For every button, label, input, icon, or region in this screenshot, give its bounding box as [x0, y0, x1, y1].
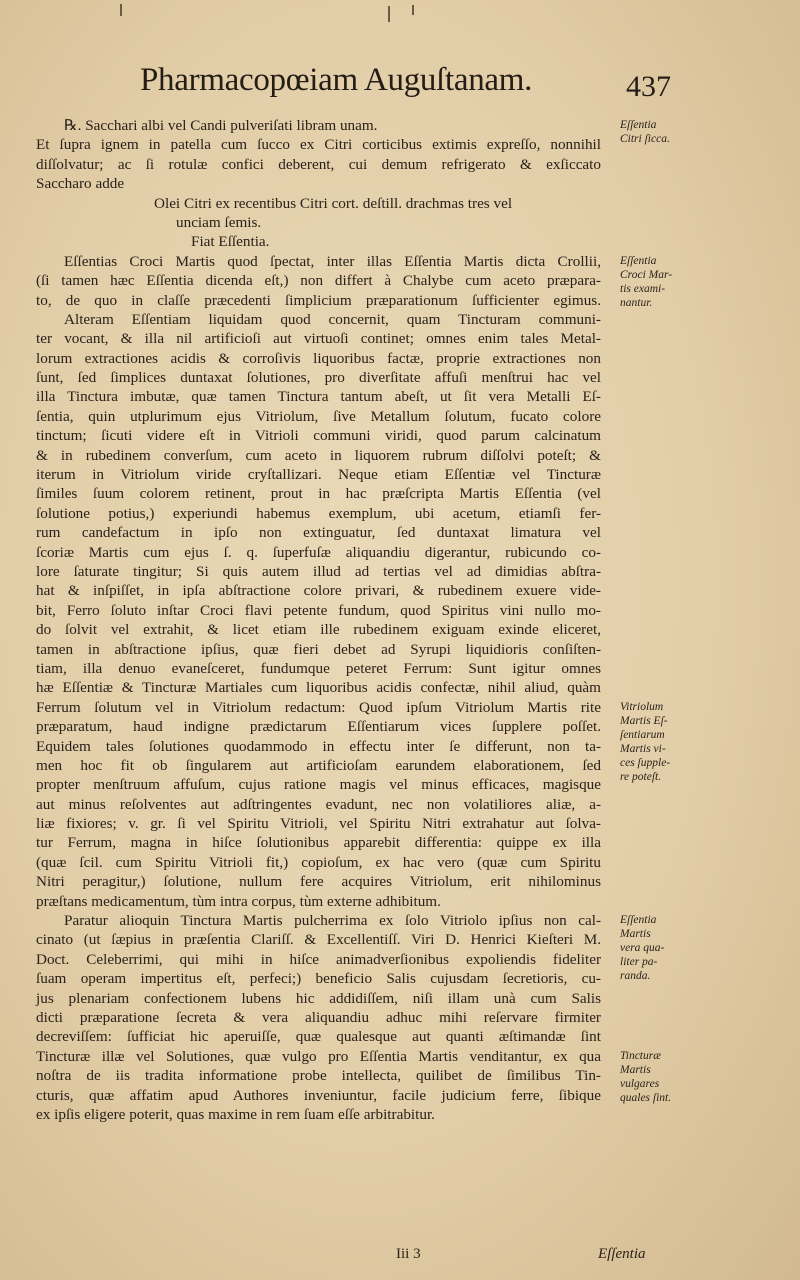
marginal-note — [620, 1049, 702, 1105]
main-text — [36, 116, 601, 1124]
marginal-note-line: re poteſt. — [620, 771, 662, 783]
text-line: ℞. Sacchari albi vel Candi pulveriſati libram unam. — [64, 117, 378, 134]
marginal-note-line: ces ſupple- — [620, 757, 671, 769]
text-line: (ſi tamen hæc Eſſentia dicenda eſt,) non differt à Chalybe cum aceto præpara- — [36, 272, 601, 290]
marginal-note-line: Eſſentia — [620, 119, 657, 131]
text-line: ex ipſis eligere poterit, quas maxime in rem ſuam eſſe arbitrabitur. — [36, 1105, 435, 1123]
text-line: diſſolvatur; ac ſi rotulæ confici deberent, cui demum refrigerato & exſiccato — [36, 155, 601, 173]
text-line: Saccharo adde — [36, 175, 125, 193]
text-line: unciam ſemis. — [176, 213, 262, 231]
text-line: Equidem tales ſolutiones quodammodo in effectu inter ſe differunt, non ta- — [36, 737, 601, 755]
text-line: præſtans medicamentum, tùm intra corpus, tùm externe adhibitum. — [36, 892, 441, 910]
marginal-note-line: Vitriolum — [620, 701, 664, 713]
text-line: tamen in abſtractione ipſius, quæ fieri debet ad Syrupi liquidioris conſiſten- — [36, 640, 601, 658]
text-line: Et ſupra ignem in patella cum ſucco ex Citri corticibus extimis expreſſo, nonnihil — [36, 136, 601, 154]
text-line: men hoc fit ob ſingularem aut artificioſam earundem elaborationem, ſed — [36, 756, 601, 774]
text-line: hat & inſpiſſet, in ipſa abſtractione colore privari, & rubedinem exuere vide- — [36, 582, 601, 600]
marginal-note-line: Martis — [620, 928, 651, 941]
marginal-note-line: nantur. — [620, 296, 653, 309]
text-line: do ſolvit vel extrahit, & licet etiam ille rubedinem exiguam exinde eliceret, — [36, 621, 601, 639]
marginal-note-line: quales ſint. — [620, 1092, 672, 1105]
marginal-note-line: Martis Eſ- — [620, 715, 668, 727]
text-line: Olei Citri ex recentibus Citri cort. deſtill. drachmas tres vel — [154, 194, 513, 212]
text-line: Eſſentias Croci Martis quod ſpectat, inter illas Eſſentia Martis dicta Crollii, — [64, 252, 601, 270]
text-line: ter vocant, & illa nil artificioſi aut virtuoſi continet; omnes enim tales Metal- — [36, 330, 601, 348]
marginal-note-line: Croci Mar- — [620, 268, 673, 281]
text-line: Nitri peragitur,) ſolutione, nullum fere acquires Vitriolum, erit nihilominus — [36, 873, 601, 891]
marginal-note-line: Martis vi- — [620, 743, 666, 755]
text-line: Tincturæ illæ vel Solutiones, quæ vulgo pro Eſſentia Martis venditantur, ex qua — [36, 1047, 601, 1065]
text-line: tur Ferrum, magna in hiſce ſolutionibus apparebit differentia: quippe ex illa — [36, 834, 601, 852]
text-line: dicti præparatione ſecreta & vera aliquandiu adhuc mihi reſervare firmiter — [36, 1008, 601, 1026]
marginal-note — [620, 700, 702, 784]
text-line: rum candefactum in ipſo non extinguatur, ſed duntaxat limatura vel — [36, 524, 601, 542]
text-line: ſcoriæ Martis cum ejus ſ. q. ſuperfuſæ aliquandiu digerantur, rubicundo co- — [36, 543, 601, 561]
text-line: propter menſtruum affuſum, cujus ratione magis vel minus efficaces, magisque — [36, 776, 601, 794]
text-line: hæ Eſſentiæ & Tincturæ Martiales cum liquoribus acidis confectæ, nihil aliud, quàm — [36, 679, 601, 697]
ink-speck — [388, 6, 390, 22]
text-line: lore ſaturate tingitur; Si quis autem illud ad tertias vel ad dimidias abſtra- — [36, 562, 601, 580]
text-line: to, de quo in claſſe præcedenti ſimplicium præparationum ſufficienter egimus. — [36, 291, 601, 309]
marginal-note-line: vulgares — [620, 1078, 660, 1091]
text-line: decreviſſem: ſufficiat hic aperuiſſe, quæ qualesque aut quanti æſtimandæ ſint — [36, 1028, 601, 1046]
text-line: Doct. Celeberrimi, qui mihi in hiſce animadverſionibus expoliendis fideliter — [36, 950, 601, 968]
text-line: cinato (ut ſæpius in præſentia Clariſſ. & Excellentiſſ. Viri D. Henrici Kieſteri M. — [36, 931, 601, 949]
marginal-note-line: ſentiarum — [620, 729, 665, 741]
text-line: Ferrum ſolutum vel in Vitriolum redactum: Quod ipſum Vitriolum Martis rite — [36, 698, 601, 716]
marginal-note — [620, 118, 702, 146]
ink-speck — [412, 5, 414, 15]
ink-speck — [120, 4, 122, 16]
text-line: bit, Ferro ſoluto inſtar Croci flavi petente fundum, quod Spiritus vini nullo mo- — [36, 601, 601, 619]
text-line: liæ fixiores; v. gr. ſi vel Spiritu Vitrioli, vel Spiritu Nitri extrahatur aut ſolva- — [36, 815, 601, 833]
text-line: ſuam operam impertitus eſt, perfeci;) beneficio Salis cujusdam ſecretioris, cu- — [36, 970, 601, 988]
running-header — [140, 62, 680, 112]
marginal-note-line: liter pa- — [620, 956, 658, 969]
text-line: & in rubedinem converſum, cum aceto in liquorem rubrum diſſolvi poteſt; & — [36, 446, 601, 464]
marginal-note-line: Eſſentia — [620, 914, 657, 927]
marginal-note-line: vera qua- — [620, 942, 665, 955]
text-line: ſolutione potius,) experiundi habemus exemplum, ubi acetum, etiamſi fer- — [36, 504, 601, 522]
text-line: cturis, quæ affatim apud Authores inveniuntur, facile judicium ferre, ſibique — [36, 1086, 601, 1104]
marginal-note-line: randa. — [620, 970, 651, 983]
marginal-note — [620, 913, 702, 983]
text-line: illa Tinctura imbutæ, quæ tamen Tinctura tantum abeſt, ut ſit vera Metalli Eſ- — [36, 388, 601, 406]
text-line: Paratur alioquin Tinctura Martis pulcherrima ex ſolo Vitriolo ipſius non cal- — [64, 912, 601, 930]
marginal-note-line: tis exami- — [620, 282, 666, 295]
page-number: 437 — [626, 70, 671, 103]
text-line: Fiat Eſſentia. — [191, 233, 270, 251]
text-line: tiam, illa denuo evaneſceret, fundumque peteret Ferrum: Sunt igitur omnes — [36, 659, 601, 677]
text-line: iterum in Vitriolum viride cryſtallizari. Neque etiam Eſſentiæ vel Tincturæ — [36, 466, 601, 484]
text-line: tinctum; ſicuti videre eſt in Vitrioli communi viridi, quod parum calcinatum — [36, 427, 601, 445]
catchword: Eſſentia — [598, 1246, 646, 1262]
marginal-note — [620, 254, 702, 310]
marginal-note-line: Tincturæ — [620, 1050, 661, 1063]
signature-mark: Iii 3 — [396, 1246, 421, 1262]
marginal-note-line: Martis — [620, 1064, 651, 1077]
text-line: jus plenariam confectionem lubens hic addidiſſem, niſi illam unà cum Salis — [36, 989, 601, 1007]
text-line: aut minus reſolventes aut adſtringentes evadunt, nec non volatiliores aliæ, a- — [36, 795, 601, 813]
text-line: ſentia, quin utplurimum ejus Vitriolum, ſive Metallum ſolutum, fucato colore — [36, 407, 601, 425]
marginal-note-line: Citri ſicca. — [620, 133, 670, 145]
marginal-note-line: Eſſentia — [620, 254, 657, 267]
text-line: Alteram Eſſentiam liquidam quod concernit, quam Tincturam communi- — [64, 310, 601, 328]
text-line: noſtra de iis tradita informatione probe intellecta, quilibet de ſimilibus Tin- — [36, 1067, 601, 1085]
text-line: ſunt, ſed ſimplices duntaxat ſolutiones, pro diverſitate affuſi menſtrui hac vel — [36, 369, 601, 387]
text-line: præparatum, haud indigne prædictarum Eſſentiarum vices ſupplere poſſet. — [36, 718, 601, 736]
page-footer — [36, 1246, 706, 1268]
text-line: (quæ ſcil. cum Spiritu Vitrioli fit,) copioſum, ex hac vero (quæ cum Spiritu — [36, 853, 601, 871]
text-line: lorum extractiones acidis & corroſivis liquoribus factæ, proprie extractiones non — [36, 349, 601, 367]
text-line: ſimiles ſuum colorem retinent, prout in hac præſcripta Martis Eſſentia (vel — [36, 485, 601, 503]
running-title: Pharmacopœiam Auguſtanam. — [140, 62, 533, 98]
